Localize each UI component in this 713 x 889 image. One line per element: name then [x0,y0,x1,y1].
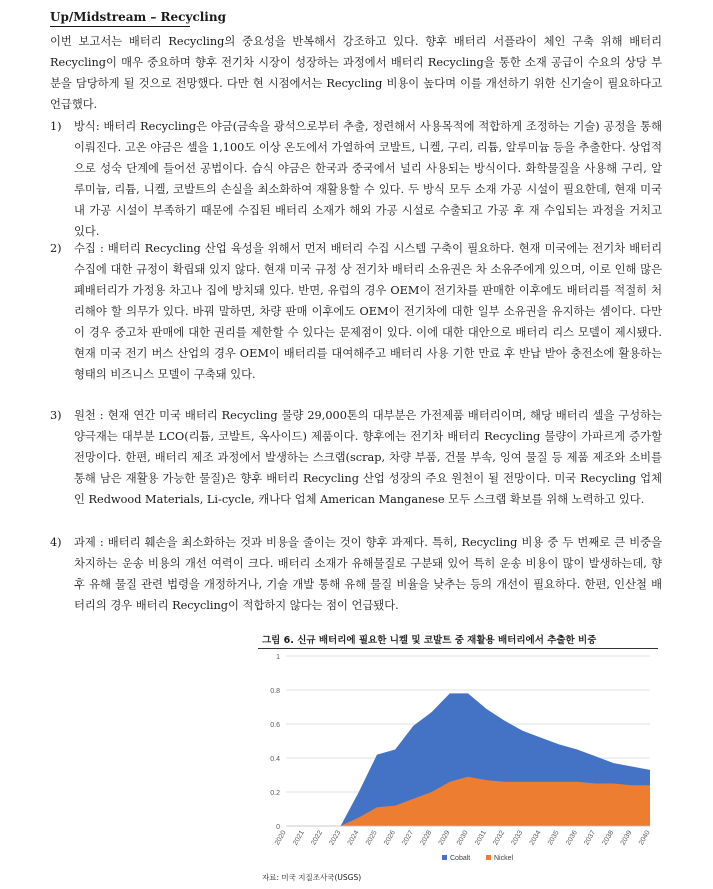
x-tick-label: 2034 [528,829,543,847]
intro-paragraph: 이번 보고서는 배터리 Recycling의 중요성을 반복해서 강조하고 있다. 향후 배터리 서플라이 체인 구축 위해 배터리 Recycling이 매우 중요하며 향후 전기차 시장이 성장하는 과정에서 배터리 Recycling을 통한 소재 공급이 수요의 상당 부분을 담당하게 될 것으로 전망했다. 다만 현 시점에서는 Recycling 비용이 높다며 이를 개선하기 위한 신기술이 필요하다고 언급했다. [50,35,662,111]
section-title: Up/Midstream – Recycling [50,10,226,24]
x-tick-label: 2033 [510,829,525,847]
x-tick-label: 2030 [455,829,470,847]
y-tick-label: 0 [276,824,280,831]
legend-swatch-nickel [486,855,491,860]
x-tick-label: 2031 [474,829,488,847]
legend-swatch-cobalt [442,855,447,860]
item-number: 2) [50,242,62,255]
x-tick-label: 2039 [619,829,634,847]
x-tick-label: 2022 [310,829,325,847]
title-underline [50,26,190,27]
x-tick-label: 2032 [492,829,507,847]
x-tick-label: 2020 [273,829,288,847]
item-text: 방식: 배터리 Recycling은 야금(금속을 광석으로부터 추출, 정련해서 사용목적에 적합하게 조정하는 기술) 공정을 통해 이뤄진다. 고온 야금은 셀을 1,100도 이상 온도에서 가열하여 코발트, 니켈, 구리, 리튬, 알루미늄 등을 추출한다. 상업적으로 성숙 단계에 들어선 공법이다. 습식 야금은 한국과 중국에서 널리 사용되는 방식이다. 화학물질을 사용해 구리, 알루미늄, 리튬, 니켈, 코발트의 손실을 최소화하여 재활용할 수 있다. 두 방식 모두 소재 가공 시설이 필요한데, 현재 미국 내 가공 시설이 부족하기 때문에 수집된 배터리 소재가 해외 가공 시설로 수출되고 가공 후 재 수입되는 과정을 거치고 있다. [74,120,662,238]
x-tick-label: 2023 [328,829,343,847]
item-number: 3) [50,409,62,422]
y-tick-label: 0.4 [270,756,280,763]
x-tick-label: 2021 [292,829,306,847]
x-tick-label: 2024 [346,829,361,847]
y-tick-label: 1 [276,654,280,661]
y-tick-label: 0.6 [270,722,280,729]
item-number: 4) [50,536,62,549]
figure-title-rule [258,648,658,649]
item-text: 과제 : 배터리 훼손을 최소화하는 것과 비용을 줄이는 것이 향후 과제다. 특히, Recycling 비용 중 두 번째로 큰 비중을 차지하는 운송 비용의 개선 여력이 크다. 배터리 소재가 유해물질로 구분돼 있어 특히 운송 비용이 많이 발생하는데, 향후 유해 물질 관련 법령을 개정하거나, 기술 개발 통해 유해 물질 비율을 낮추는 등의 개선이 필요하다. 한편, 인산철 배터리의 경우 배터리 Recycling이 적합하지 않다는 점이 언급됐다. [74,536,662,612]
x-tick-label: 2027 [401,829,416,847]
area-series-nickel [286,777,650,826]
y-tick-label: 0.8 [270,688,280,695]
legend-label-cobalt: Cobalt [450,855,471,862]
item-text: 원천 : 현재 연간 미국 배터리 Recycling 물량 29,000톤의 대부분은 가전제품 배터리이며, 해당 배터리 셀을 구성하는 양극재는 대부분 LCO(리튬, 코발트, 옥사이드) 제품이다. 향후에는 전기차 배터리 Recycling 물량이 가파르게 증가할 전망이다. 한편, 배터리 제조 과정에서 발생하는 스크랩(scrap, 차량 부품, 건물 부속, 잉여 물질 등 제품 제조와 소비를 통해 남은 재활용 가능한 물질)은 향후 배터리 Recycling 산업 성장의 주요 원천이 될 전망이다. 미국 Recycling 업체인 Redwood Materials, Li-cycle, 캐나다 업체 American Manganese 모두 스크랩 확보를 위해 노력하고 있다. [74,409,662,506]
y-tick-label: 0.2 [270,790,280,797]
x-tick-label: 2025 [364,829,379,847]
x-tick-label: 2028 [419,829,434,847]
x-tick-label: 2036 [565,829,579,847]
x-tick-label: 2035 [546,829,561,847]
x-tick-label: 2040 [637,829,652,847]
x-tick-label: 2029 [437,829,452,847]
x-tick-label: 2026 [383,829,397,847]
figure-title: 그림 6. 신규 배터리에 필요한 니켈 및 코발트 중 재활용 배터리에서 추출한 비중 [262,635,597,646]
figure-source: 자료: 미국 지질조사국(USGS) [262,873,362,882]
item-text: 수집 : 배터리 Recycling 산업 육성을 위해서 먼저 배터리 수집 시스템 구축이 필요하다. 현재 미국에는 전기차 배터리 수집에 대한 규정이 확립돼 있지 않다. 현재 미국 규정 상 전기차 배터리 소유권은 차 소유주에게 있으며, 이로 인해 많은 폐배터리가 가정용 차고나 집에 방치돼 있다. 반면, 유럽의 경우 OEM이 전기차를 판매한 이후에도 배터리를 적절히 처리해야 할 의무가 있다. 바꿔 말하면, 차량 판매 이후에도 OEM이 전기차에 대한 일부 소유권을 유지하는 셈이다. 다만 이 경우 중고차 판매에 대한 권리를 제한할 수 있다는 문제점이 있다. 이에 대한 대안으로 배터리 리스 모델이 제시됐다. 현재 미국 전기 버스 산업의 경우 OEM이 배터리를 대여해주고 배터리 사용 기한 만료 후 반납 받아 충전소에 활용하는 형태의 비즈니스 모델이 구축돼 있다. [74,242,662,381]
item-number: 1) [50,120,62,133]
legend-label-nickel: Nickel [494,855,514,862]
x-tick-label: 2038 [601,829,616,847]
x-tick-label: 2037 [583,829,598,847]
recycling-share-chart [258,650,658,872]
